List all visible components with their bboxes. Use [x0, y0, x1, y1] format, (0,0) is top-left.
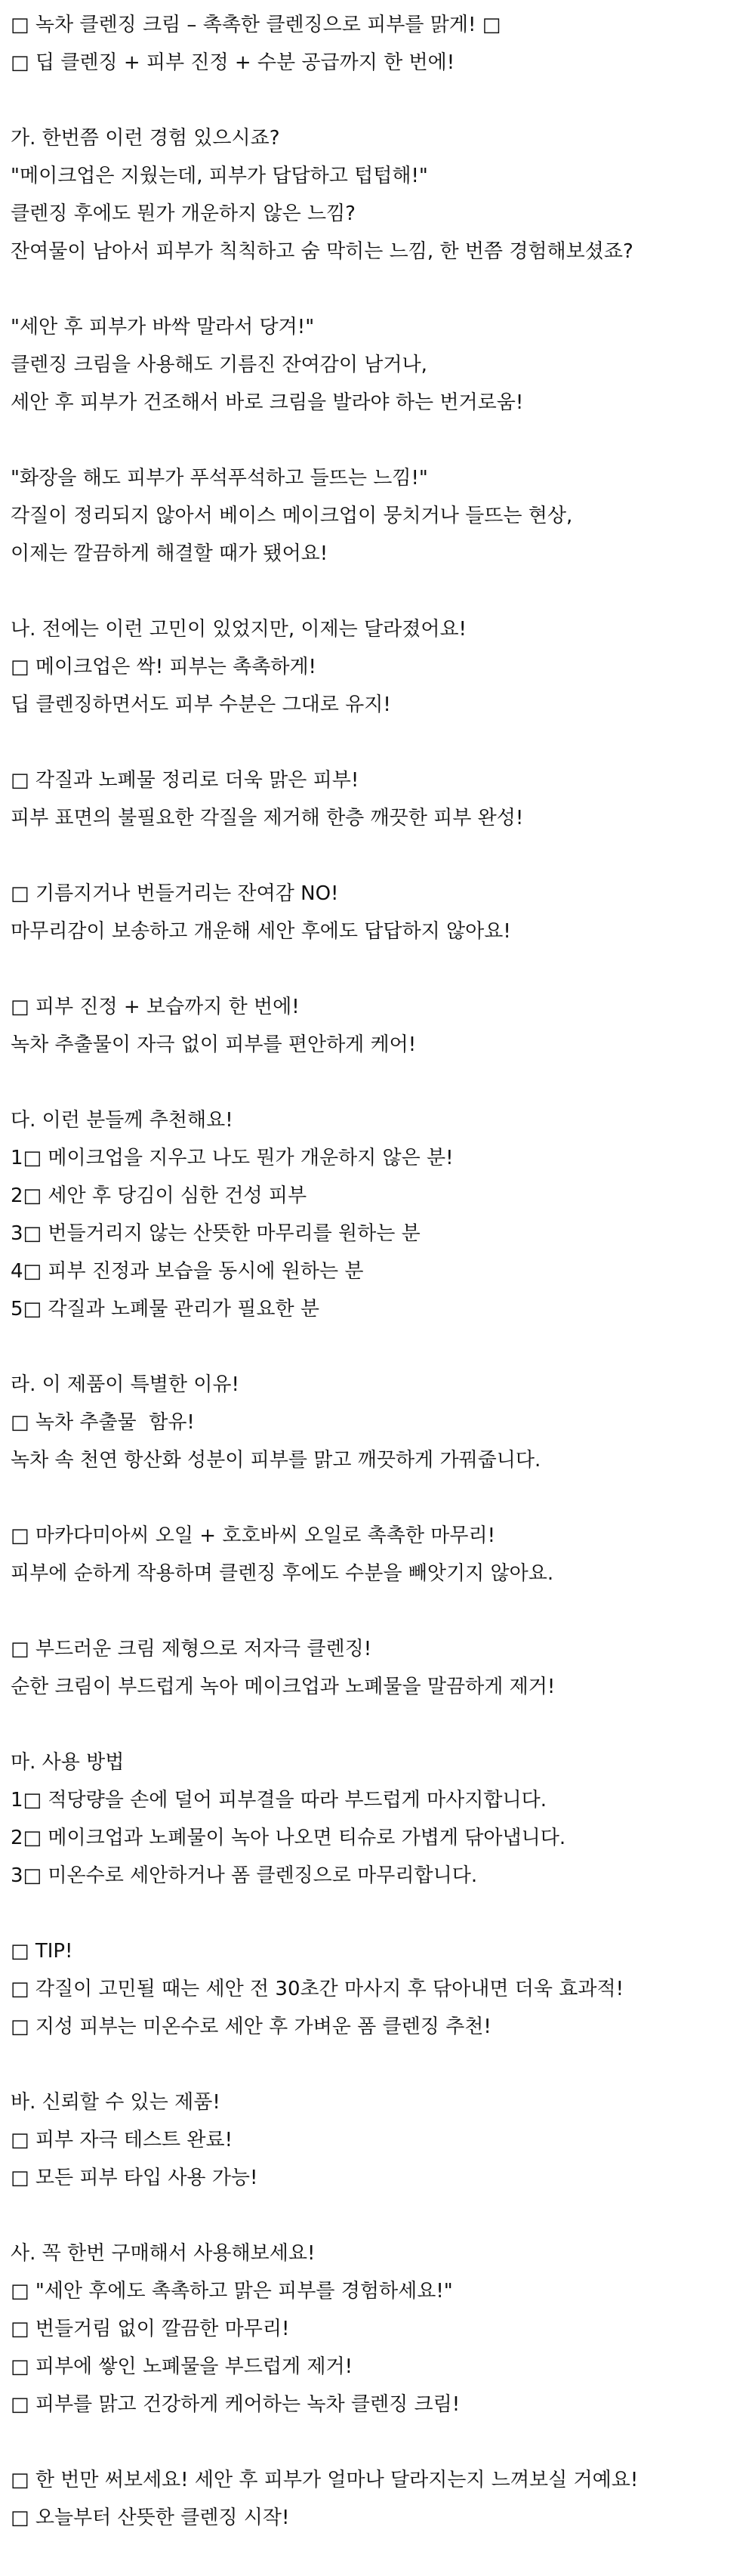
text-line: 클렌징 후에도 뭔가 개운하지 않은 느낌? [11, 202, 356, 225]
paragraph-gap [11, 1592, 747, 1630]
text-line: 순한 크림이 부드럽게 녹아 메이크업과 노폐물을 말끔하게 제거! [11, 1676, 556, 1698]
block-heading-line: □ 기름지거나 번들거리는 잔여감 NO! [11, 882, 339, 905]
block-heading-line: 마. 사용 방법 [11, 1751, 125, 1774]
text-line: □ 피부에 쌓인 노폐물을 부드럽게 제거! [11, 2355, 353, 2378]
block-heading-line: "세안 후 피부가 바싹 말라서 당겨!" [11, 316, 315, 338]
text-line: 2□ 메이크업과 노폐물이 녹아 나오면 티슈로 가볍게 닦아냅니다. [11, 1827, 566, 1849]
text-line: "메이크업은 지웠는데, 피부가 답답하고 텁텁해!" [11, 165, 428, 187]
block-heading-line: □ 녹차 클렌징 크림 – 촉촉한 클렌징으로 피부를 맑게! □ [11, 14, 501, 36]
text-line: □ 각질이 고민될 때는 세안 전 30초간 마사지 후 닦아내면 더욱 효과적! [11, 1978, 624, 2000]
paragraph-gap [11, 837, 747, 875]
text-line: □ 피부 자극 테스트 완료! [11, 2129, 233, 2151]
paragraph-gap [11, 950, 747, 988]
block-heading-line: □ 피부 진정 + 보습까지 한 번에! [11, 996, 300, 1018]
block-heading-line: □ 부드러운 크림 제형으로 저자극 클렌징! [11, 1638, 372, 1660]
text-line: 1□ 적당량을 손에 덜어 피부결을 따라 부드럽게 마사지합니다. [11, 1789, 547, 1812]
text-line: 4□ 피부 진정과 보습을 동시에 원하는 분 [11, 1260, 364, 1283]
text-line: □ 번들거림 없이 깔끔한 마무리! [11, 2318, 290, 2340]
paragraph-gap [11, 1706, 747, 1744]
text-line: □ 녹차 추출물 함유! [11, 1411, 195, 1434]
paragraph-gap [11, 2423, 747, 2461]
text-line: 3□ 미온수로 세안하거나 폼 클렌징으로 마무리합니다. [11, 1864, 478, 1887]
text-line: 마무리감이 보송하고 개운해 세안 후에도 답답하지 않아요! [11, 920, 511, 943]
text-line: 2□ 세안 후 당김이 심한 건성 피부 [11, 1185, 307, 1207]
paragraph-gap [11, 1064, 747, 1101]
block-heading-line: □ TIP! [11, 1940, 73, 1963]
paragraph-gap [11, 1328, 747, 1366]
text-line: 잔여물이 남아서 피부가 칙칙하고 숨 막히는 느낌, 한 번쯤 경험해보셨죠? [11, 240, 633, 263]
text-line: 1□ 메이크업을 지우고 나도 뭔가 개운하지 않은 분! [11, 1147, 454, 1169]
paragraph-gap [11, 270, 747, 308]
text-line: 피부 표면의 불필요한 각질을 제거해 한층 깨끗한 피부 완성! [11, 807, 524, 829]
text-line: □ "세안 후에도 촉촉하고 맑은 피부를 경험하세요!" [11, 2280, 453, 2303]
text-line: 클렌징 크림을 사용해도 기름진 잔여감이 남거나, [11, 354, 427, 376]
text-line: 이제는 깔끔하게 해결할 때가 됐어요! [11, 542, 328, 565]
block-heading-line: 가. 한번쯤 이런 경험 있으시죠? [11, 127, 280, 150]
text-line: □ 피부를 맑고 건강하게 케어하는 녹차 클렌징 크림! [11, 2393, 461, 2416]
text-line: □ 모든 피부 타입 사용 가능! [11, 2167, 258, 2189]
paragraph-gap [11, 1895, 747, 1932]
text-line: □ 지성 피부는 미온수로 세안 후 가벼운 폼 클렌징 추천! [11, 2015, 492, 2038]
text-line: 각질이 정리되지 않아서 베이스 메이크업이 뭉치거나 들뜨는 현상, [11, 505, 573, 527]
block-heading-line: 사. 꼭 한번 구매해서 사용해보세요! [11, 2242, 316, 2265]
paragraph-gap [11, 82, 747, 119]
block-heading-line: 라. 이 제품이 특별한 이유! [11, 1373, 239, 1396]
block-heading-line: 다. 이런 분들께 추천해요! [11, 1109, 233, 1132]
text-line: □ 딥 클렌징 + 피부 진정 + 수분 공급까지 한 번에! [11, 51, 455, 74]
block-heading-line: "화장을 해도 피부가 푸석푸석하고 들뜨는 느낌!" [11, 467, 428, 490]
paragraph-gap [11, 2197, 747, 2235]
text-line: □ 오늘부터 산뜻한 클렌징 시작! [11, 2507, 290, 2529]
text-line: 피부에 순하게 작용하며 클렌징 후에도 수분을 빼앗기지 않아요. [11, 1562, 554, 1585]
text-line: 5□ 각질과 노폐물 관리가 필요한 분 [11, 1298, 319, 1320]
text-line: 세안 후 피부가 건조해서 바로 크림을 발라야 하는 번거로움! [11, 391, 524, 414]
block-heading-line: 나. 전에는 이런 고민이 있었지만, 이제는 달라졌어요! [11, 618, 467, 641]
paragraph-gap [11, 724, 747, 761]
text-line: 딥 클렌징하면서도 피부 수분은 그대로 유지! [11, 693, 391, 716]
block-heading-line: □ 한 번만 써보세요! 세안 후 피부가 얼마나 달라지는지 느껴보실 거예요! [11, 2469, 639, 2491]
document-body [11, 6, 747, 2537]
paragraph-gap [11, 422, 747, 459]
block-heading-line: □ 각질과 노폐물 정리로 더욱 맑은 피부! [11, 769, 359, 792]
text-line: 녹차 속 천연 항산화 성분이 피부를 맑고 깨끗하게 가꿔줍니다. [11, 1449, 541, 1472]
text-line: □ 메이크업은 싹! 피부는 촉촉하게! [11, 656, 316, 678]
paragraph-gap [11, 1479, 747, 1517]
text-line: 3□ 번들거리지 않는 산뜻한 마무리를 원하는 분 [11, 1222, 421, 1245]
paragraph-gap [11, 2046, 747, 2083]
block-heading-line: □ 마카다미아씨 오일 + 호호바씨 오일로 촉촉한 마무리! [11, 1524, 496, 1547]
paragraph-gap [11, 573, 747, 610]
block-heading-line: 바. 신뢰할 수 있는 제품! [11, 2091, 220, 2114]
text-line: 녹차 추출물이 자극 없이 피부를 편안하게 케어! [11, 1033, 417, 1056]
